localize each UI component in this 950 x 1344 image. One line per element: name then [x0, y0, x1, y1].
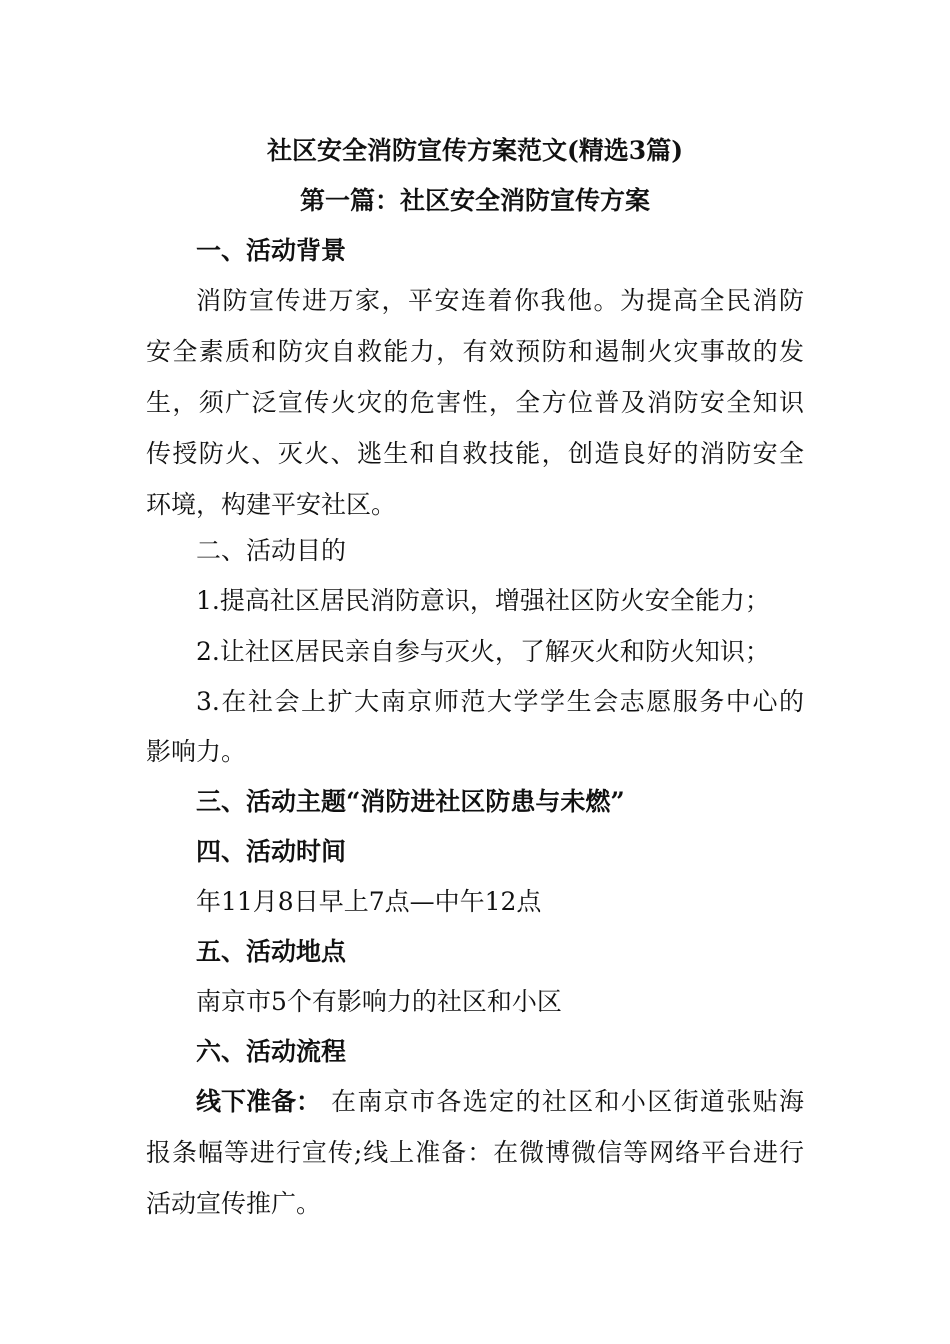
paragraph-line: 消防宣传进万家，平安连着你我他。为提高全民消防 [196, 286, 804, 315]
section-heading-location: 五、活动地点 [196, 937, 347, 966]
section-heading-time: 四、活动时间 [196, 837, 347, 866]
paragraph-line: 生，须广泛宣传火灾的危害性，全方位普及消防安全知识 [146, 388, 804, 417]
list-item: 3.在社会上扩大南京师范大学学生会志愿服务中心的 [196, 687, 804, 716]
offline-prep-label: 线下准备： [196, 1087, 322, 1116]
document-title: 社区安全消防宣传方案范文(精选3篇) [266, 136, 684, 165]
list-item: 1.提高社区居民消防意识，增强社区防火安全能力； [196, 586, 770, 615]
paragraph-line: 安全素质和防灾自救能力，有效预防和遏制火灾事故的发 [146, 337, 804, 366]
section-heading-process: 六、活动流程 [196, 1037, 347, 1066]
paragraph-line: 环境，构建平安社区。 [146, 490, 397, 519]
list-item-continued: 影响力。 [146, 737, 247, 766]
list-item: 2.让社区居民亲自参与灭火，了解灭火和防火知识； [196, 637, 770, 666]
document-subtitle: 第一篇：社区安全消防宣传方案 [299, 186, 650, 215]
paragraph-line: 在南京市各选定的社区和小区街道张贴海 [331, 1087, 804, 1116]
section-heading-theme: 三、活动主题“消防进社区防患与未燃” [196, 787, 625, 816]
paragraph-line: 活动宣传推广。 [146, 1189, 322, 1218]
section-heading-purpose: 二、活动目的 [196, 536, 347, 565]
time-text: 年11月8日早上7点—中午12点 [196, 887, 542, 916]
section-heading-background: 一、活动背景 [196, 236, 347, 265]
paragraph-line: 传授防火、灭火、逃生和自救技能，创造良好的消防安全 [146, 439, 804, 468]
paragraph-line: 报条幅等进行宣传;线上准备：在微博微信等网络平台进行 [146, 1138, 804, 1167]
location-text: 南京市5个有影响力的社区和小区 [196, 987, 562, 1016]
